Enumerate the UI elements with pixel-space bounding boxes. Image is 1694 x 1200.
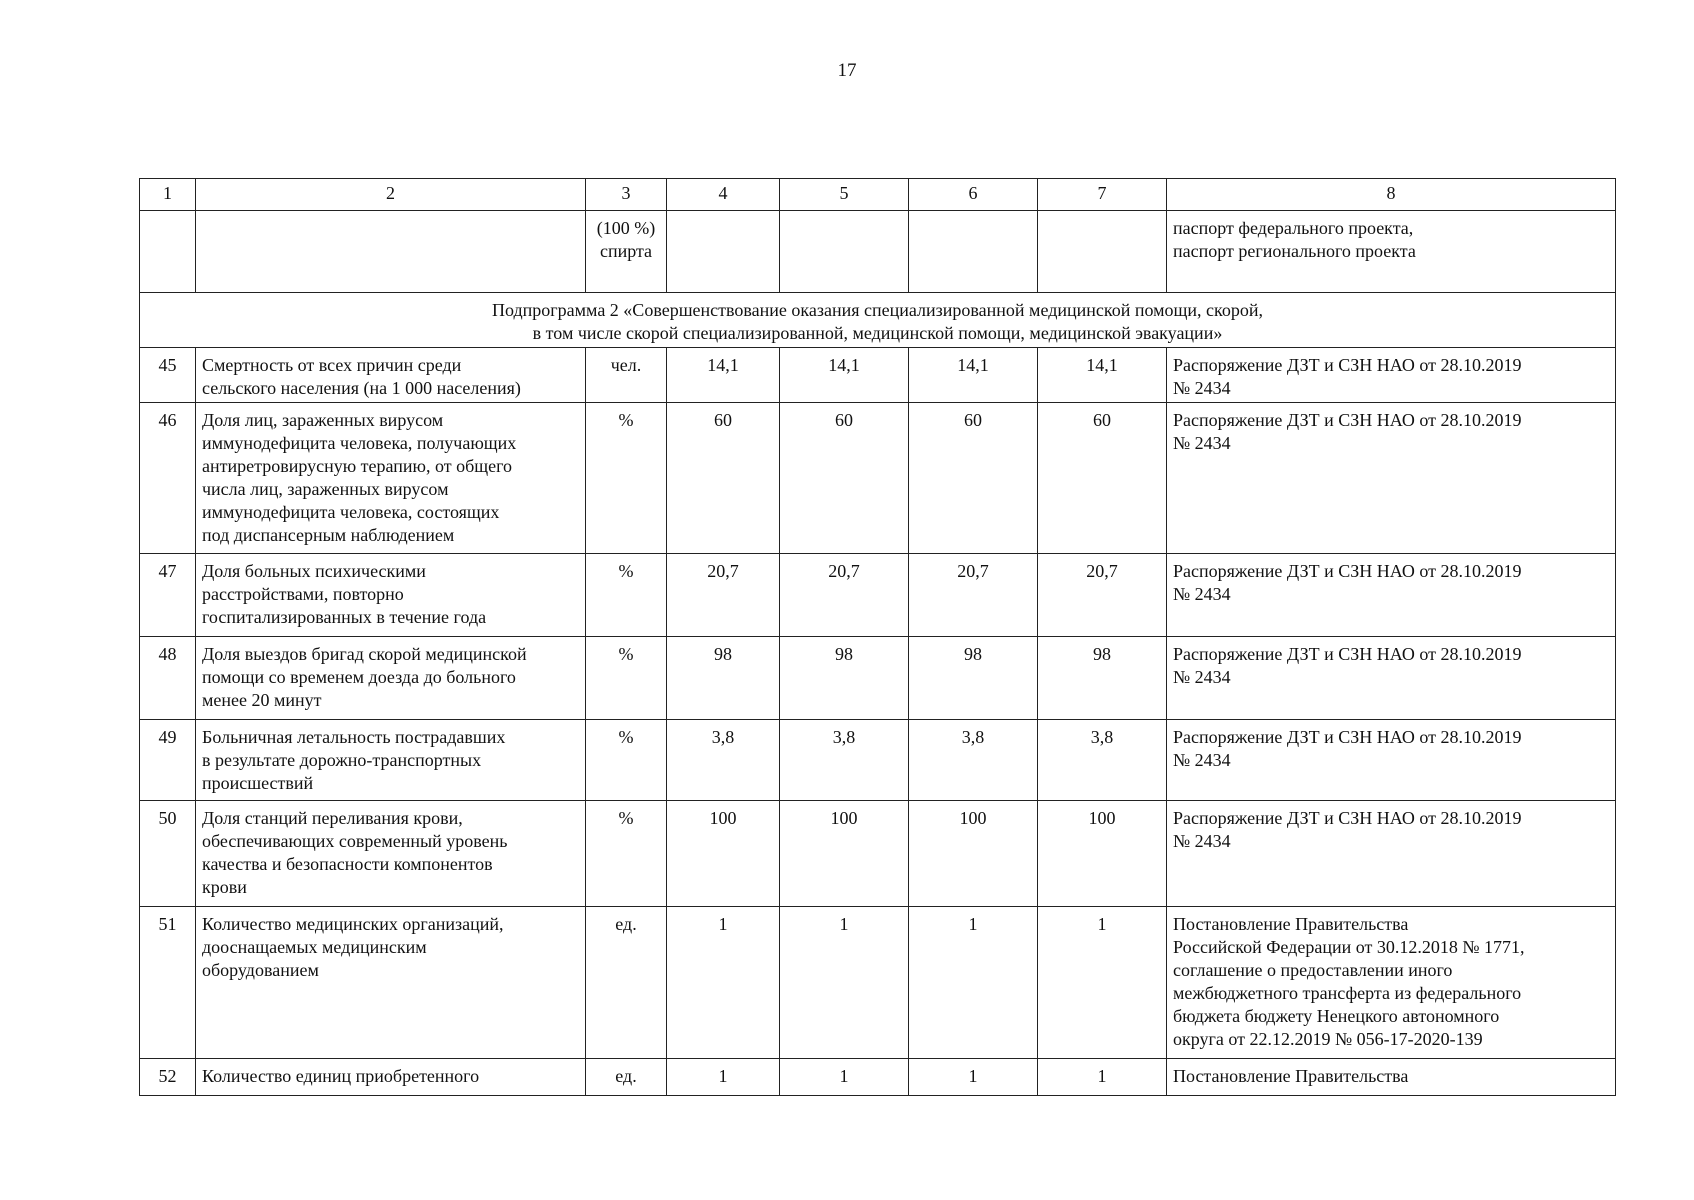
cell-value: 60	[667, 403, 780, 554]
cell-unit: %	[586, 637, 667, 720]
doc-line: № 2434	[1173, 433, 1231, 453]
header-cell: 1	[140, 179, 196, 211]
indicator-name-line: Больничная летальность пострадавших	[202, 727, 506, 747]
cell-value: 3,8	[667, 720, 780, 801]
indicator-name-line: иммунодефицита человека, состоящих	[202, 502, 500, 522]
indicator-name-line: Доля станций переливания крови,	[202, 808, 463, 828]
indicator-name-line: Доля лиц, зараженных вирусом	[202, 410, 444, 430]
indicator-name-line: обеспечивающих современный уровень	[202, 831, 508, 851]
indicator-name-line: Доля выездов бригад скорой медицинской	[202, 644, 527, 664]
cell-value: 1	[780, 1059, 909, 1096]
doc-line: Распоряжение ДЗТ и СЗН НАО от 28.10.2019	[1173, 808, 1522, 828]
cell-value: 98	[780, 637, 909, 720]
indicator-name-line: происшествий	[202, 773, 314, 793]
cell-number: 46	[140, 403, 196, 554]
cell-indicator-name	[196, 801, 586, 907]
cell-indicator-name	[196, 403, 586, 554]
doc-line: межбюджетного трансферта из федерального	[1173, 983, 1522, 1003]
indicators-table	[139, 178, 1616, 1096]
indicator-name-line: в результате дорожно-транспортных	[202, 750, 482, 770]
cell-value: 1	[909, 1059, 1038, 1096]
cell-unit: чел.	[586, 348, 667, 403]
cell-value: 1	[667, 907, 780, 1059]
doc-line: паспорт регионального проекта	[1173, 241, 1416, 261]
indicator-name-line: под диспансерным наблюдением	[202, 525, 455, 545]
header-cell: 7	[1038, 179, 1167, 211]
cell-unit	[586, 211, 667, 293]
table-row	[140, 348, 1616, 403]
table-row	[140, 907, 1616, 1059]
cell-value: 3,8	[1038, 720, 1167, 801]
doc-line: № 2434	[1173, 831, 1231, 851]
cell-value: 100	[780, 801, 909, 907]
subprogram-line: в том числе скорой специализированной, медицинской помощи, медицинской эвакуации»	[532, 323, 1223, 343]
cell-document	[1167, 801, 1616, 907]
doc-line: бюджета бюджету Ненецкого автономного	[1173, 1006, 1500, 1026]
page-number: 17	[837, 60, 857, 81]
header-cell: 3	[586, 179, 667, 211]
doc-line: Распоряжение ДЗТ и СЗН НАО от 28.10.2019	[1173, 561, 1522, 581]
cell-value: 20,7	[1038, 554, 1167, 637]
cell-document	[1167, 720, 1616, 801]
doc-line: округа от 22.12.2019 № 056-17-2020-139	[1173, 1029, 1483, 1049]
cell-value: 14,1	[1038, 348, 1167, 403]
header-cell: 8	[1167, 179, 1616, 211]
header-cell: 2	[196, 179, 586, 211]
cell-value: 20,7	[780, 554, 909, 637]
cell-empty	[780, 211, 909, 293]
cell-empty	[140, 211, 196, 293]
cell-value: 3,8	[909, 720, 1038, 801]
unit-line: спирта	[599, 241, 653, 261]
cell-value: 1	[780, 907, 909, 1059]
cell-value: 20,7	[909, 554, 1038, 637]
table-row	[140, 403, 1616, 554]
cell-number: 52	[140, 1059, 196, 1096]
indicator-name-line: антиретровирусную терапию, от общего	[202, 456, 513, 476]
subprogram-line: Подпрограмма 2 «Совершенствование оказания специализированной медицинской помощи, скорой,	[492, 300, 1263, 320]
cell-document	[1167, 211, 1616, 293]
doc-line: паспорт федерального проекта,	[1173, 218, 1414, 238]
cell-indicator-name	[196, 907, 586, 1059]
header-cell: 5	[780, 179, 909, 211]
indicator-name-line: расстройствами, повторно	[202, 584, 404, 604]
cell-value: 14,1	[909, 348, 1038, 403]
indicator-name-line: качества и безопасности компонентов	[202, 854, 493, 874]
cell-value: 98	[909, 637, 1038, 720]
cell-indicator-name	[196, 720, 586, 801]
cell-value: 60	[780, 403, 909, 554]
indicator-name-line: Доля больных психическими	[202, 561, 426, 581]
doc-line: соглашение о предоставлении иного	[1173, 960, 1453, 980]
indicator-name-line: помощи со временем доезда до больного	[202, 667, 516, 687]
cell-value: 1	[909, 907, 1038, 1059]
indicator-name-line: менее 20 минут	[202, 690, 322, 710]
indicator-name-line: крови	[202, 877, 247, 897]
table-row	[140, 554, 1616, 637]
doc-line: Распоряжение ДЗТ и СЗН НАО от 28.10.2019	[1173, 355, 1522, 375]
indicator-name-line: числа лиц, зараженных вирусом	[202, 479, 449, 499]
doc-line: Российской Федерации от 30.12.2018 № 1771,	[1173, 937, 1525, 957]
cell-number: 47	[140, 554, 196, 637]
cell-document	[1167, 907, 1616, 1059]
indicator-name-line: оборудованием	[202, 960, 319, 980]
cell-value: 100	[667, 801, 780, 907]
cell-empty	[667, 211, 780, 293]
doc-line: Распоряжение ДЗТ и СЗН НАО от 28.10.2019	[1173, 727, 1522, 747]
cell-indicator-name	[196, 348, 586, 403]
cell-value: 100	[1038, 801, 1167, 907]
cell-number: 48	[140, 637, 196, 720]
cell-empty	[196, 211, 586, 293]
header-cell: 6	[909, 179, 1038, 211]
cell-number: 51	[140, 907, 196, 1059]
cell-unit: %	[586, 554, 667, 637]
cell-value: 98	[667, 637, 780, 720]
cell-value: 100	[909, 801, 1038, 907]
cell-indicator-name	[196, 1059, 586, 1096]
doc-line: № 2434	[1173, 584, 1231, 604]
cell-value: 14,1	[780, 348, 909, 403]
cell-indicator-name	[196, 554, 586, 637]
cell-value: 1	[1038, 1059, 1167, 1096]
cell-unit: ед.	[586, 907, 667, 1059]
cell-unit: %	[586, 403, 667, 554]
cell-number: 45	[140, 348, 196, 403]
indicator-name-line: дооснащаемых медицинским	[202, 937, 427, 957]
cell-unit: ед.	[586, 1059, 667, 1096]
cell-value: 1	[667, 1059, 780, 1096]
indicator-name-line: Количество медицинских организаций,	[202, 914, 504, 934]
cell-unit: %	[586, 801, 667, 907]
doc-line: Постановление Правительства	[1173, 1066, 1409, 1086]
header-cell: 4	[667, 179, 780, 211]
cell-indicator-name	[196, 637, 586, 720]
cell-unit: %	[586, 720, 667, 801]
cell-document	[1167, 554, 1616, 637]
cell-document	[1167, 348, 1616, 403]
carryover-row	[140, 211, 1616, 293]
unit-line: (100 %)	[596, 218, 656, 238]
cell-value: 3,8	[780, 720, 909, 801]
indicator-name-line: Смертность от всех причин среди	[202, 355, 462, 375]
cell-value: 14,1	[667, 348, 780, 403]
doc-line: № 2434	[1173, 667, 1231, 687]
doc-line: № 2434	[1173, 750, 1231, 770]
cell-number: 49	[140, 720, 196, 801]
indicator-name-line: иммунодефицита человека, получающих	[202, 433, 517, 453]
doc-line: № 2434	[1173, 378, 1231, 398]
cell-document	[1167, 403, 1616, 554]
indicator-name-line: госпитализированных в течение года	[202, 607, 487, 627]
doc-line: Постановление Правительства	[1173, 914, 1409, 934]
cell-document	[1167, 1059, 1616, 1096]
cell-value: 60	[909, 403, 1038, 554]
cell-value: 98	[1038, 637, 1167, 720]
table-header-row	[140, 179, 1616, 211]
doc-line: Распоряжение ДЗТ и СЗН НАО от 28.10.2019	[1173, 410, 1522, 430]
cell-empty	[909, 211, 1038, 293]
cell-value: 60	[1038, 403, 1167, 554]
cell-value: 1	[1038, 907, 1167, 1059]
table-row	[140, 637, 1616, 720]
subprogram-title	[140, 293, 1616, 348]
indicator-name-line: Количество единиц приобретенного	[202, 1066, 480, 1086]
cell-document	[1167, 637, 1616, 720]
table-row	[140, 1059, 1616, 1096]
cell-number: 50	[140, 801, 196, 907]
subprogram-row	[140, 293, 1616, 348]
table-row	[140, 720, 1616, 801]
indicator-name-line: сельского населения (на 1 000 населения)	[202, 378, 521, 398]
doc-line: Распоряжение ДЗТ и СЗН НАО от 28.10.2019	[1173, 644, 1522, 664]
table-row	[140, 801, 1616, 907]
cell-value: 20,7	[667, 554, 780, 637]
cell-empty	[1038, 211, 1167, 293]
